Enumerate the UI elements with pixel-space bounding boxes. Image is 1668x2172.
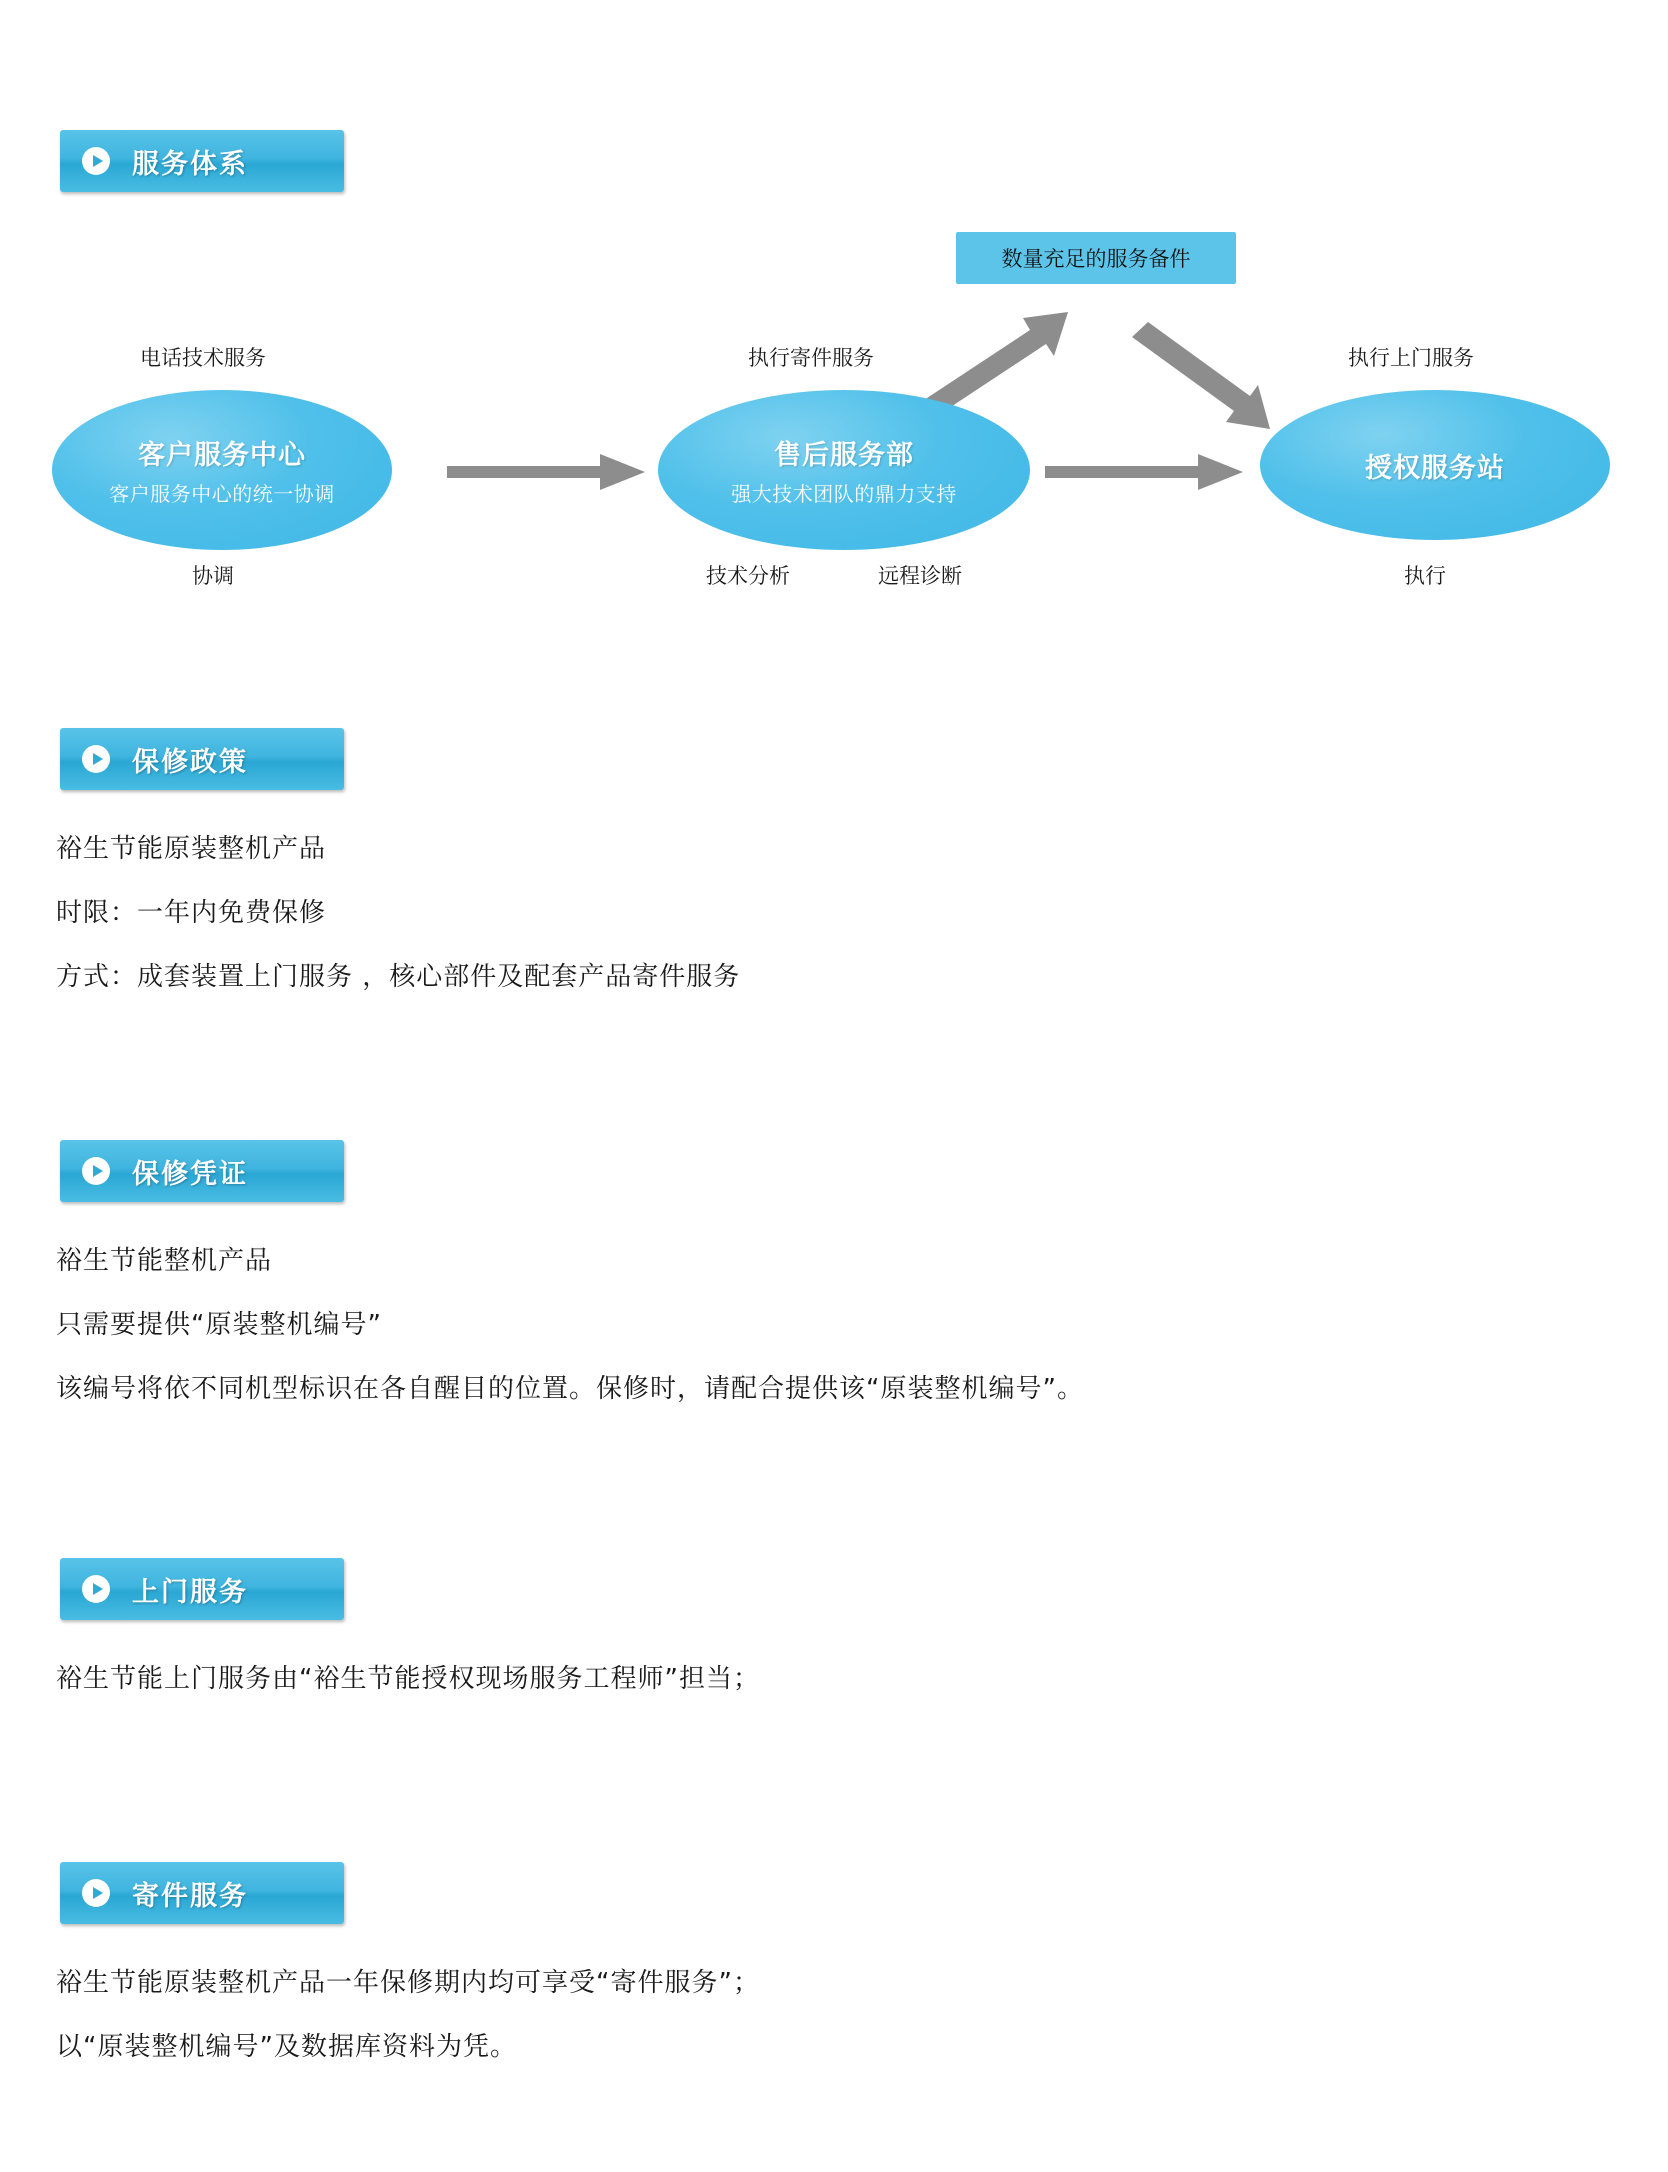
warranty-voucher-line-2: 只需要提供“原装整机编号” xyxy=(56,1310,382,1340)
section-badge-warranty-policy xyxy=(60,728,344,790)
mailin-service-line-1: 裕生节能原装整机产品一年保修期内均可享受“寄件服务”； xyxy=(56,1968,760,1998)
node-customer-service-center xyxy=(52,390,392,550)
node2-top-label: 执行寄件服务 xyxy=(748,346,874,370)
node3-bottom-label: 执行 xyxy=(1404,564,1446,588)
section-badge-label: 保修凭证 xyxy=(132,1158,248,1190)
warranty-voucher-line-1: 裕生节能整机产品 xyxy=(56,1246,273,1276)
section-badge-label: 寄件服务 xyxy=(132,1880,248,1912)
onsite-service-line-1: 裕生节能上门服务由“裕生节能授权现场服务工程师”担当； xyxy=(56,1664,760,1694)
node2-subtitle: 强大技术团队的鼎力支持 xyxy=(731,482,957,506)
node2-title: 售后服务部 xyxy=(774,440,914,471)
node3-top-label: 执行上门服务 xyxy=(1348,346,1474,370)
play-icon xyxy=(82,1157,110,1185)
node-authorized-service-station xyxy=(1260,390,1610,540)
play-icon xyxy=(82,147,110,175)
section-badge-warranty-voucher xyxy=(60,1140,344,1202)
warranty-voucher-line-3: 该编号将依不同机型标识在各自醒目的位置。保修时，请配合提供该“原装整机编号”。 xyxy=(56,1374,1084,1404)
section-badge-label: 服务体系 xyxy=(132,148,248,180)
node1-top-label: 电话技术服务 xyxy=(140,346,266,370)
play-icon xyxy=(82,745,110,773)
service-system-diagram xyxy=(0,200,1668,620)
node2-bottom-label: 技术分析 xyxy=(706,564,790,588)
section-badge-label: 上门服务 xyxy=(132,1576,248,1608)
mailin-service-line-2: 以“原装整机编号”及数据库资料为凭。 xyxy=(56,2032,517,2062)
spare-parts-box: 数量充足的服务备件 xyxy=(956,232,1236,284)
node1-subtitle: 客户服务中心的统一协调 xyxy=(109,482,335,506)
warranty-policy-line-3: 方式：成套装置上门服务 ，核心部件及配套产品寄件服务 xyxy=(56,962,741,992)
warranty-policy-line-2: 时限：一年内免费保修 xyxy=(56,898,327,928)
play-icon xyxy=(82,1575,110,1603)
node2-bottom-label-2: 远程诊断 xyxy=(878,564,962,588)
section-badge-label: 保修政策 xyxy=(132,746,248,778)
section-badge-service-system xyxy=(60,130,344,192)
node-after-sales-department xyxy=(658,390,1030,550)
node3-title: 授权服务站 xyxy=(1365,452,1505,484)
play-icon xyxy=(82,1879,110,1907)
node1-bottom-label: 协调 xyxy=(192,564,234,588)
section-badge-mailin-service xyxy=(60,1862,344,1924)
section-badge-onsite-service xyxy=(60,1558,344,1620)
warranty-policy-line-1: 裕生节能原装整机产品 xyxy=(56,834,327,864)
node1-title: 客户服务中心 xyxy=(138,440,306,471)
